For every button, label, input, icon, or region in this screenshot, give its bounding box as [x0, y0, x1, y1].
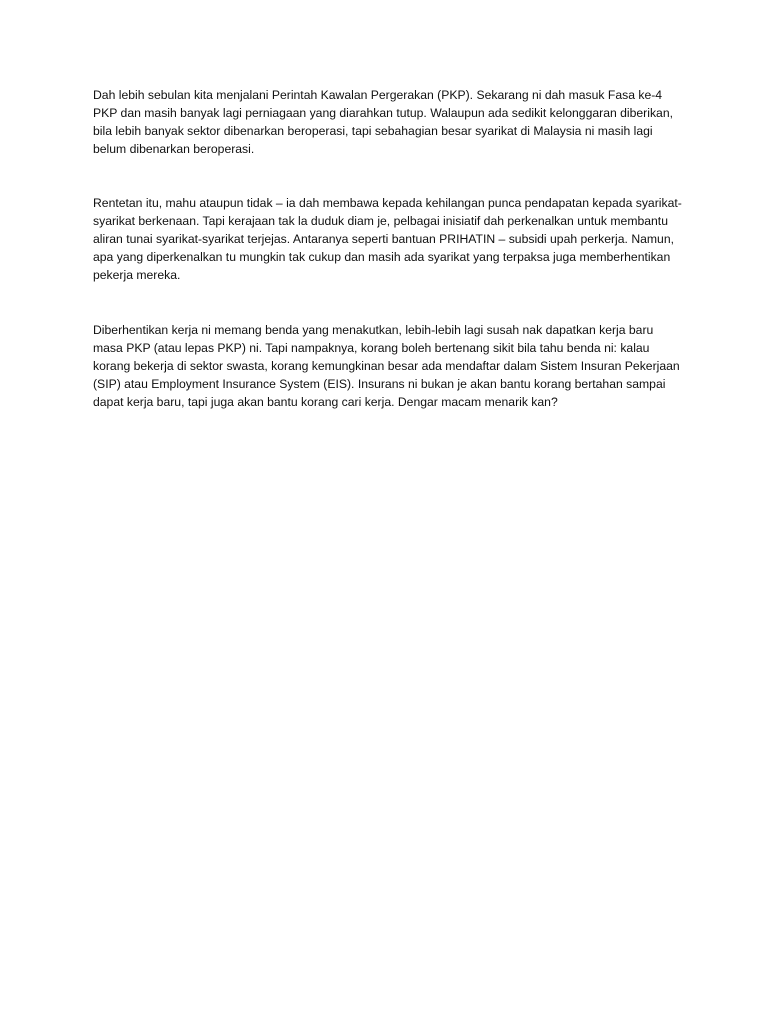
paragraph-2: Rentetan itu, mahu ataupun tidak – ia dah membawa kepada kehilangan punca pendapatan kepada syarikat-syarikat berkenaan. Tapi kerajaan tak la duduk diam je, pelbagai inisiatif dah perkenalkan untuk membantu aliran tunai syarikat-syarikat terjejas. Antaranya seperti bantuan PRIHATIN – subsidi upah perkerja. Namun, apa yang diperkenalkan tu mungkin tak cukup dan masih ada syarikat yang terpaksa juga memberhentikan pekerja mereka. [93, 196, 682, 282]
paragraph-3: Diberhentikan kerja ni memang benda yang menakutkan, lebih-lebih lagi susah nak dapatkan kerja baru masa PKP (atau lepas PKP) ni. Tapi nampaknya, korang boleh bertenang sikit bila tahu benda ni: kalau korang bekerja di sektor swasta, korang kemungkinan besar ada mendaftar dalam Sistem Insuran Pekerjaan (SIP) atau Employment Insurance System (EIS). Insurans ni bukan je akan bantu korang bertahan sampai dapat kerja baru, tapi juga akan bantu korang cari kerja. Dengar macam menarik kan? [93, 323, 680, 409]
document-body [93, 86, 683, 447]
paragraph-1: Dah lebih sebulan kita menjalani Perintah Kawalan Pergerakan (PKP). Sekarang ni dah masuk Fasa ke-4 PKP dan masih banyak lagi perniagaan yang diarahkan tutup. Walaupun ada sedikit kelonggaran diberikan, bila lebih banyak sektor dibenarkan beroperasi, tapi sebahagian besar syarikat di Malaysia ni masih lagi belum dibenarkan beroperasi. [93, 88, 673, 156]
